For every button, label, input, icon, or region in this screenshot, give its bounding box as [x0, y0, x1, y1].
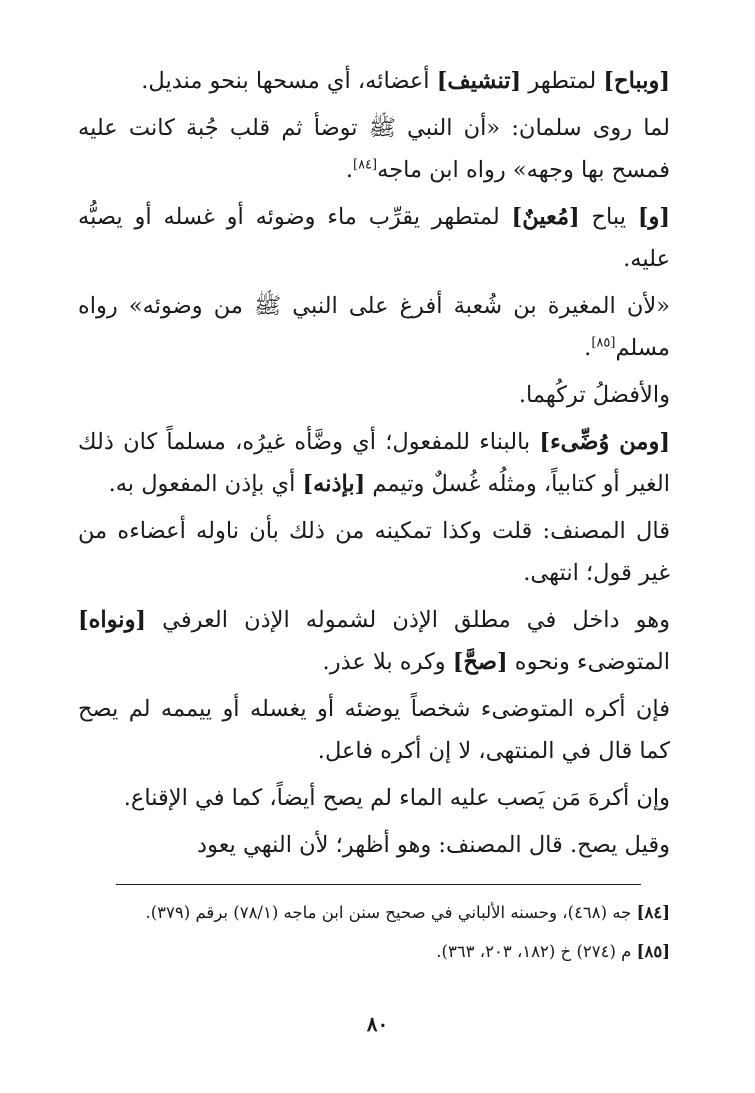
- matn-term: [بإذنه]: [302, 471, 366, 497]
- text-run: المتوضىء ونحوه: [507, 649, 670, 675]
- page-number: ٨٠: [366, 1012, 389, 1036]
- footnote-number: [٨٤]: [636, 903, 670, 922]
- paragraph: [78, 60, 670, 102]
- footnote-text: جه (٤٦٨)، وحسنه الألباني في صحيح سنن ابن ماجه (٧٨/١) برقم (٣٧٩).: [145, 903, 637, 922]
- text-run: وإن أكرهَ مَن يَصب عليه الماء لم يصح أيضاً، كما في الإقناع.: [123, 785, 670, 811]
- footnote-number: [٨٥]: [636, 942, 670, 961]
- paragraph: [78, 510, 670, 594]
- text-run: .: [584, 335, 592, 361]
- footnotes: [78, 898, 670, 976]
- paragraph: [78, 421, 670, 505]
- text-run: أي بإذن المفعول به.: [108, 471, 303, 497]
- footnote-divider: [116, 884, 641, 885]
- matn-term: [وبباح]: [603, 68, 670, 94]
- text-run: لمتطهر: [521, 68, 604, 94]
- paragraph: [78, 285, 670, 369]
- text-run: أعضائه، أي مسحها بنحو منديل.: [141, 68, 437, 94]
- paragraph: [78, 599, 670, 683]
- text-run: «لأن المغيرة بن شُعبة أفرغ على النبي ﷺ من وضوئه» رواه مسلم: [78, 293, 670, 361]
- text-run: يباح: [579, 204, 638, 230]
- footnote-ref: [٨٥]: [591, 335, 616, 351]
- text-run: وهو داخل في مطلق الإذن لشموله الإذن العرفي: [146, 607, 670, 633]
- text-run: بالبناء للمفعول؛ أي وضَّأه غيرُه، مسلماً كان ذلك الغير أو كتابياً، ومثلُه غُسلٌ وتيمم: [78, 429, 670, 497]
- footnote: [78, 898, 670, 927]
- footnote: [78, 937, 670, 966]
- matn-term: [ومن وُضِّىء]: [539, 429, 670, 455]
- text-run: والأفضلُ تركُهما.: [518, 382, 670, 408]
- matn-term: [ونواه]: [78, 607, 147, 633]
- main-text: [78, 60, 670, 871]
- text-run: لما روى سلمان: «أن النبي ﷺ توضأ ثم قلب جُبة كانت عليه فمسح بها وجهه» رواه ابن ماجه: [78, 115, 670, 183]
- text-run: .: [345, 157, 353, 183]
- text-run: وقيل يصح. قال المصنف: وهو أظهر؛ لأن النهي يعود: [197, 832, 670, 858]
- footnote-text: م (٢٧٤) خ (١٨٢، ٢٠٣، ٣٦٣).: [436, 942, 637, 961]
- text-run: فإن أكره المتوضىء شخصاً يوضئه أو يغسله أو ييممه لم يصح كما قال في المنتهى، لا إن أكره فاعل.: [78, 696, 670, 764]
- text-run: وكره بلا عذر.: [322, 649, 453, 675]
- matn-term: [مُعينٌ]: [511, 204, 580, 230]
- text-run: لمتطهر يقرِّب ماء وضوئه أو غسله أو يصبُّه عليه.: [78, 204, 670, 272]
- paragraph: [78, 196, 670, 280]
- matn-term: [و]: [637, 204, 670, 230]
- paragraph: [78, 688, 670, 772]
- paragraph: [78, 777, 670, 819]
- paragraph: [78, 107, 670, 191]
- matn-term: [صحَّ]: [452, 649, 508, 675]
- matn-term: [تنشيف]: [436, 68, 522, 94]
- paragraph: [78, 374, 670, 416]
- text-run: قال المصنف: قلت وكذا تمكينه من ذلك بأن ناوله أعضاءه من غير قول؛ انتهى.: [78, 518, 670, 586]
- footnote-ref: [٨٤]: [353, 157, 378, 173]
- paragraph: [78, 824, 670, 866]
